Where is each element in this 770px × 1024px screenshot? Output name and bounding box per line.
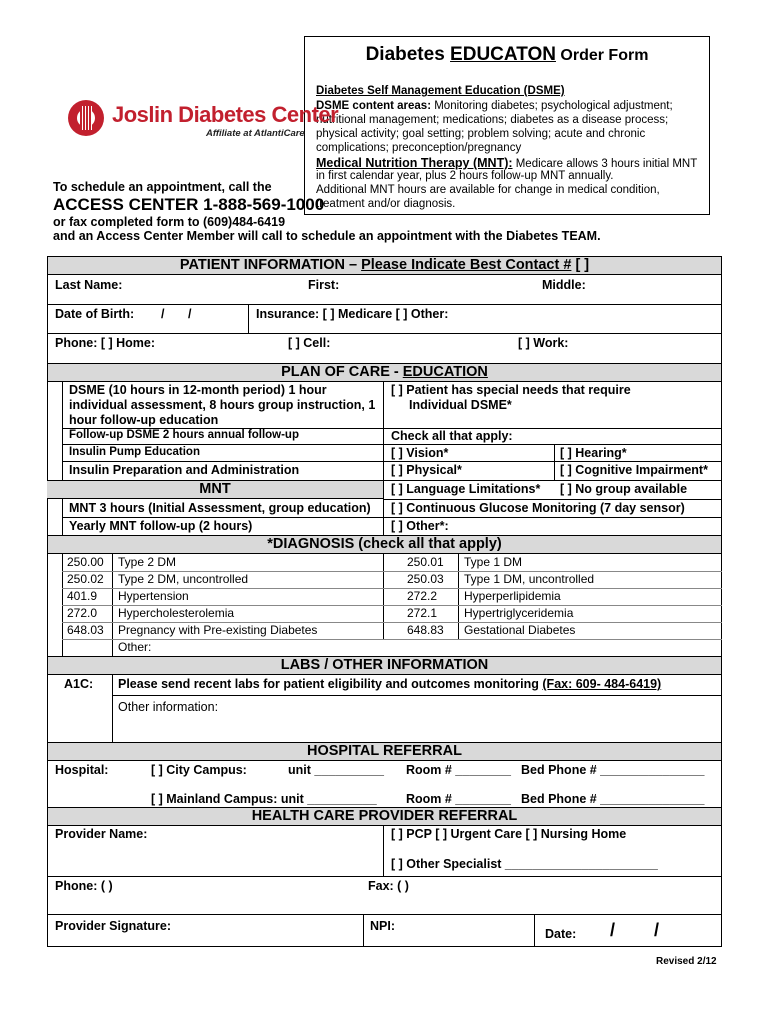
language-checkbox[interactable]: [ ] Language Limitations* [391, 482, 541, 496]
provider-phone-field[interactable]: Phone: ( ) [55, 879, 113, 893]
mnt-content-line3: Additional MNT hours are available for change in medical condition, [316, 184, 660, 196]
diagnosis-option[interactable]: Type 2 DM [118, 555, 177, 569]
diagnosis-option[interactable]: Type 1 DM [464, 555, 523, 569]
labs-heading [47, 656, 722, 675]
a1c-label: A1C: [64, 677, 94, 691]
divider [383, 382, 384, 535]
diagnosis-option[interactable]: Type 2 DM, uncontrolled [118, 572, 249, 586]
diagnosis-code: 250.03 [407, 572, 444, 586]
other-checkbox[interactable]: [ ] Other*: [391, 519, 449, 533]
title-underlined: EDUCATON [450, 44, 556, 65]
divider [363, 914, 364, 947]
mainland-room-field[interactable]: Room # ________ [406, 792, 511, 806]
insurance-field[interactable]: Insurance: [ ] Medicare [ ] Other: [256, 307, 449, 321]
city-room-field[interactable]: Room # ________ [406, 763, 511, 777]
divider [383, 499, 722, 500]
provider-signature-field[interactable]: Provider Signature: [55, 919, 171, 933]
divider [554, 444, 555, 480]
diagnosis-option[interactable]: Pregnancy with Pre-existing Diabetes [118, 623, 318, 637]
patient-heading-text: PATIENT INFORMATION – [179, 257, 362, 273]
provider-name-label: Provider Name: [55, 827, 148, 841]
mnt-3-hours-option[interactable]: MNT 3 hours (Initial Assessment, group education) [69, 501, 371, 515]
labs-request [118, 677, 661, 691]
divider [458, 554, 459, 639]
divider [112, 675, 113, 742]
divider [383, 517, 722, 518]
divider [383, 480, 722, 481]
insulin-pump-option[interactable]: Insulin Pump Education [69, 446, 200, 458]
hospital-label: Hospital: [55, 763, 109, 777]
last-name-label: Last Name: [55, 278, 123, 292]
title-rest: Order Form [555, 47, 649, 64]
divider [383, 639, 722, 640]
dsme-heading: Diabetes Self Management Education (DSME) [316, 85, 565, 97]
followup-dsme-option[interactable]: Follow-up DSME 2 hours annual follow-up [69, 429, 299, 441]
divider [383, 461, 722, 462]
date-field[interactable]: Date: [545, 927, 577, 941]
mnt-content-line4: treatment and/or diagnosis. [316, 198, 456, 210]
diagnosis-option[interactable]: Gestational Diabetes [464, 623, 576, 637]
dsme-text: Monitoring diabetes; psychological adjustment; [431, 100, 673, 112]
divider [534, 914, 535, 947]
diagnosis-option[interactable]: Hyperperlipidemia [464, 589, 561, 603]
diagnosis-code: 648.03 [67, 623, 104, 637]
plan-of-care-heading [47, 363, 722, 382]
hearing-checkbox[interactable]: [ ] Hearing* [560, 446, 627, 460]
mnt-content-line1 [316, 156, 697, 170]
diagnosis-code: 272.2 [407, 589, 438, 603]
diagnosis-code: 401.9 [67, 589, 98, 603]
provider-type-checkboxes[interactable]: [ ] PCP [ ] Urgent Care [ ] Nursing Home [391, 827, 627, 841]
hospital-heading-text: HOSPITAL REFERRAL [307, 743, 462, 759]
labs-request-text: Please send recent labs for patient eligibility and outcomes monitoring [118, 677, 543, 691]
diagnosis-code: 250.00 [67, 555, 104, 569]
cell-phone-field[interactable]: [ ] Cell: [288, 336, 331, 350]
fax-line: or fax completed form to (609)484-6419 [53, 215, 286, 229]
npi-field[interactable]: NPI: [370, 919, 395, 933]
home-phone-field[interactable]: Phone: [ ] Home: [55, 336, 155, 350]
date-slash: / [654, 920, 660, 940]
yearly-mnt-option[interactable]: Yearly MNT follow-up (2 hours) [69, 519, 253, 533]
divider [47, 876, 722, 877]
divider [47, 333, 722, 334]
mnt-subheading-text: MNT [199, 481, 231, 497]
plan-heading-text: PLAN OF CARE - [281, 364, 403, 380]
title-part: Diabetes [365, 44, 451, 65]
schedule-line: To schedule an appointment, call the [53, 180, 272, 194]
insulin-prep-option[interactable]: Insulin Preparation and Administration [69, 463, 300, 477]
cgm-checkbox[interactable]: [ ] Continuous Glucose Monitoring (7 day sensor) [391, 501, 685, 515]
city-bed-phone-field[interactable]: Bed Phone # _______________ [521, 763, 705, 777]
labs-fax: (Fax: 609- 484-6419) [542, 677, 662, 691]
divider [62, 588, 383, 589]
divider [383, 826, 384, 876]
city-unit-field[interactable]: unit __________ [288, 763, 384, 777]
best-contact-box[interactable]: [ ] [571, 257, 590, 273]
divider [62, 517, 383, 518]
dsme-content-line2: nutritional management; medications; diabetes as a disease process; [316, 114, 669, 126]
diagnosis-option[interactable]: Hypercholesterolemia [118, 606, 235, 620]
dob-label: Date of Birth: [55, 307, 135, 321]
dsme-content-line3: physical activity; goal setting; problem solving; acute and chronic [316, 128, 646, 140]
logo-affiliate: Affiliate at AtlantiCare [206, 128, 305, 139]
joslin-logo-bars [80, 106, 92, 130]
mnt-subheading [47, 480, 383, 499]
vision-checkbox[interactable]: [ ] Vision* [391, 446, 449, 460]
special-needs-line2: Individual DSME* [409, 398, 512, 412]
mnt-label: Medical Nutrition Therapy (MNT): [316, 156, 513, 170]
cognitive-checkbox[interactable]: [ ] Cognitive Impairment* [560, 463, 708, 477]
divider [47, 304, 722, 305]
divider [248, 304, 249, 333]
diagnosis-code: 250.02 [67, 572, 104, 586]
mnt-text: Medicare allows 3 hours initial MNT [512, 158, 698, 170]
access-member-line: and an Access Center Member will call to schedule an appointment with the Diabetes TEAM. [53, 229, 601, 243]
diagnosis-option[interactable]: Type 1 DM, uncontrolled [464, 572, 595, 586]
provider-referral-heading [47, 807, 722, 826]
diagnosis-code: 272.0 [67, 606, 98, 620]
special-needs-option[interactable]: [ ] Patient has special needs that require [391, 383, 631, 397]
provider-fax-field[interactable]: Fax: ( ) [368, 879, 409, 893]
divider [47, 914, 722, 915]
other-specialist-field[interactable]: [ ] Other Specialist ______________________ [391, 857, 658, 871]
divider [62, 639, 383, 640]
logo-name: Joslin Diabetes Center [112, 102, 339, 127]
diagnosis-option[interactable]: Hypertension [118, 589, 189, 603]
dsme-10-hours-line2: individual assessment, 8 hours group instruction, 1 [69, 398, 376, 412]
divider [62, 444, 383, 445]
diagnosis-option[interactable]: Hypertriglyceridemia [464, 606, 574, 620]
mainland-campus-checkbox[interactable]: [ ] Mainland Campus: unit __________ [151, 792, 377, 806]
divider [62, 461, 383, 462]
access-center-phone: ACCESS CENTER 1-888-569-1000 [53, 195, 325, 214]
diagnosis-code: 648.83 [407, 623, 444, 637]
patient-info-heading [47, 256, 722, 275]
dsme-content-line1 [316, 100, 673, 112]
physical-checkbox[interactable]: [ ] Physical* [391, 463, 462, 477]
divider [112, 695, 722, 696]
middle-name-label: Middle: [542, 278, 586, 292]
form-title [304, 44, 710, 66]
dsme-label: DSME content areas: [316, 100, 432, 112]
diagnosis-code: 250.01 [407, 555, 444, 569]
diagnosis-option[interactable]: Other: [118, 640, 152, 654]
labs-heading-text: LABS / OTHER INFORMATION [280, 657, 489, 673]
dob-slash: / [161, 307, 165, 321]
provider-heading-text: HEALTH CARE PROVIDER REFERRAL [251, 808, 518, 824]
plan-heading-underlined: EDUCATION [402, 364, 488, 380]
diagnosis-heading-text: *DIAGNOSIS (check all that apply) [267, 536, 502, 552]
check-all-label: Check all that apply: [391, 429, 513, 443]
divider [383, 444, 722, 445]
other-information-field[interactable]: Other information: [118, 700, 219, 714]
mnt-content-line2: in first calendar year, plus 2 hours follow-up MNT annually. [316, 170, 614, 182]
diagnosis-heading [47, 535, 722, 554]
dsme-content-line4: complications; preconception/pregnancy [316, 142, 522, 154]
work-phone-field[interactable]: [ ] Work: [518, 336, 569, 350]
revised-date: Revised 2/12 [656, 956, 717, 967]
dsme-10-hours-line3: hour follow-up education [69, 413, 219, 427]
divider [383, 554, 384, 639]
city-campus-checkbox[interactable]: [ ] City Campus: [151, 763, 247, 777]
dob-slash: / [188, 307, 192, 321]
first-name-label: First: [308, 278, 340, 292]
no-group-checkbox[interactable]: [ ] No group available [560, 482, 688, 496]
date-slash: / [610, 920, 616, 940]
dsme-10-hours-option[interactable]: DSME (10 hours in 12-month period) 1 hour [69, 383, 327, 397]
hospital-referral-heading [47, 742, 722, 761]
diagnosis-code: 272.1 [407, 606, 438, 620]
mainland-bed-phone-field[interactable]: Bed Phone # _______________ [521, 792, 705, 806]
divider [62, 382, 63, 535]
best-contact-label: Please Indicate Best Contact # [361, 257, 572, 273]
